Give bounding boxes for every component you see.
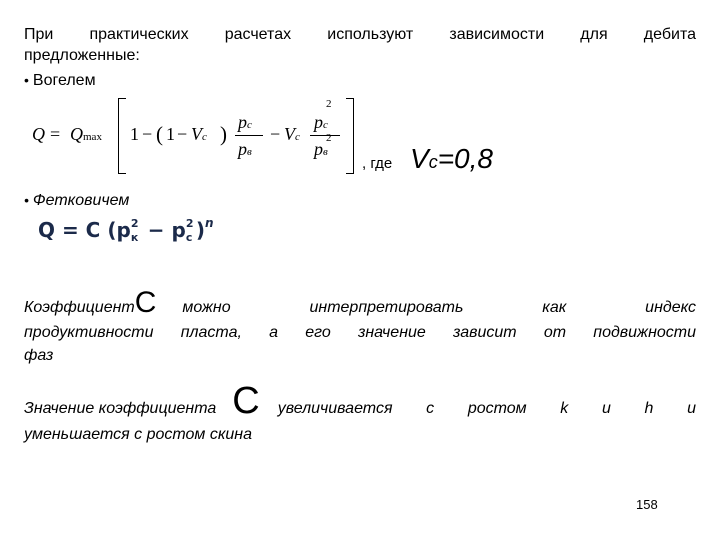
formula-q: Q	[32, 124, 45, 144]
right-bracket	[346, 98, 354, 174]
frac2-numerator: pc	[314, 112, 328, 132]
frac1-numerator: pc	[238, 112, 252, 132]
formula-qmax: Qmax	[70, 124, 102, 144]
formula-equals: =	[50, 124, 61, 144]
bullet-fetkovich	[24, 190, 129, 211]
para1-line-3: фаз	[24, 347, 54, 364]
intro-line-1: При практических расчетах используют зависимости для дебита	[24, 26, 696, 43]
frac2-num-exponent: 2	[326, 98, 332, 110]
formula-minus-2: −	[177, 124, 188, 144]
frac2-bar	[310, 135, 340, 136]
formula-one-2: 1	[166, 124, 175, 144]
where-label: , где	[362, 155, 393, 172]
left-bracket	[118, 98, 126, 174]
bullet-label: Фетковичем	[32, 192, 130, 209]
paren-close: )	[220, 122, 227, 146]
vogel-formula	[30, 96, 360, 178]
bullet-marker: •	[24, 72, 29, 88]
formula-minus-3: −	[270, 124, 281, 144]
fetkovich-formula: Q = C (p 2 к − p 2 с )$^n$	[38, 216, 214, 244]
intro-line-2: предложенные:	[24, 47, 140, 64]
para1-line-2: продуктивности пласта, а его значение зависит от подвижности	[24, 324, 696, 341]
bullet-marker: •	[24, 192, 29, 208]
frac2-denominator: pв	[314, 139, 328, 159]
para2-line-2: уменьшается с ростом скина	[24, 426, 252, 443]
para2-line-1: Значение коэффициента C увеличивается с ростом k и h и	[24, 380, 696, 422]
bullet-vogel	[24, 70, 96, 91]
formula-vc-2: Vc	[284, 124, 300, 144]
formula-minus-1: −	[142, 124, 153, 144]
frac1-bar	[235, 135, 263, 136]
vc-value: Vc=0,8	[410, 143, 493, 174]
formula-vc: Vc	[191, 124, 207, 144]
paren-open: (	[156, 122, 163, 146]
frac1-denominator: pв	[238, 139, 252, 159]
frac2-den-exponent: 2	[326, 132, 332, 144]
page-number: 158	[636, 497, 658, 512]
formula-one: 1	[130, 124, 139, 144]
para1-line-1: Коэффициент C можно интерпретировать как индекс	[24, 286, 696, 319]
bullet-label: Вогелем	[32, 72, 96, 89]
